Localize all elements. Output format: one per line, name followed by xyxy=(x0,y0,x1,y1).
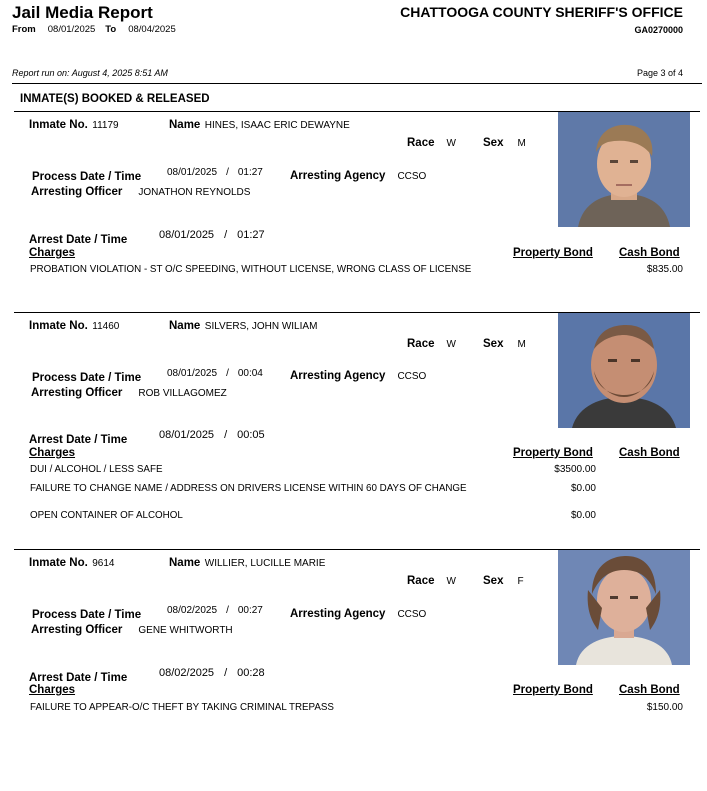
page-number: Page 3 of 4 xyxy=(636,68,683,78)
from-date: 08/01/2025 xyxy=(47,24,96,35)
agency-code: GA0270000 xyxy=(634,25,683,35)
arresting-agency: CCSO xyxy=(397,171,427,182)
process-time: 01:27 xyxy=(237,167,263,178)
race-label: Race xyxy=(407,338,435,350)
report-run-on: Report run on: August 4, 2025 8:51 AM xyxy=(12,68,168,78)
inmate-name: SILVERS, JOHN WILIAM xyxy=(204,321,318,332)
inmate-no-label: Inmate No. xyxy=(29,119,88,131)
arrest-date-label: Arrest Date / Time xyxy=(29,234,128,246)
section-title: INMATE(S) BOOKED & RELEASED xyxy=(20,93,210,105)
sex-label: Sex xyxy=(483,137,504,149)
arrest-date: 08/01/2025 xyxy=(159,229,215,241)
charge-text: DUI / ALCOHOL / LESS SAFE xyxy=(30,464,163,475)
charge-text: FAILURE TO APPEAR-O/C THEFT BY TAKING CRIMINAL TREPASS xyxy=(30,702,334,713)
property-bond-amount: $3500.00 xyxy=(554,464,596,475)
agency-name: CHATTOOGA COUNTY SHERIFF'S OFFICE xyxy=(400,4,683,20)
sex-label: Sex xyxy=(483,338,504,350)
arresting-officer: JONATHON REYNOLDS xyxy=(138,187,251,198)
mugshot-photo xyxy=(558,313,690,428)
charges-header: Charges xyxy=(29,447,76,459)
property-bond-header: Property Bond xyxy=(513,247,593,259)
arrest-date: 08/02/2025 xyxy=(159,667,215,679)
inmate-name: HINES, ISAAC ERIC DEWAYNE xyxy=(204,120,350,131)
charge-text: FAILURE TO CHANGE NAME / ADDRESS ON DRIVERS LICENSE WITHIN 60 DAYS OF CHANGE xyxy=(30,483,467,494)
mugshot-image xyxy=(558,550,690,665)
name-label: Name xyxy=(169,557,201,569)
inmate-no: 11179 xyxy=(92,120,119,131)
from-label: From xyxy=(12,24,36,35)
arrest-time: 00:05 xyxy=(237,429,265,441)
arresting-officer: GENE WHITWORTH xyxy=(138,625,233,636)
name-label: Name xyxy=(169,320,201,332)
charges-header: Charges xyxy=(29,684,76,696)
inmate-record: Inmate No. 11179 Name HINES, ISAAC ERIC DEWAYNE Race W Sex M Process Date / Time 08/01/2025 / 01:27 Arresting Agency CCSO Arresting Officer JONATHON REYNOLDS Arrest Date / Time 08/01/2025 / 01:27 Charges Property Bond Cash Bond PROBATION VIOLATION - ST O/C SPEEDING, WITHOUT LICENSE, WRONG CLASS OF LICENSE $835.00 xyxy=(0,112,707,312)
to-label: To xyxy=(105,24,117,35)
report-title: Jail Media Report xyxy=(12,3,153,22)
arrest-date-label: Arrest Date / Time xyxy=(29,434,128,446)
cash-bond-amount: $835.00 xyxy=(646,264,683,275)
cash-bond-amount: $150.00 xyxy=(646,702,683,713)
property-bond-amount: $0.00 xyxy=(570,510,596,521)
process-date: 08/01/2025 xyxy=(167,368,218,379)
mugshot-image xyxy=(558,313,690,428)
inmate-record: Inmate No. 11460 Name SILVERS, JOHN WILIAM Race W Sex M Process Date / Time 08/01/2025 / 00:04 Arresting Agency CCSO Arresting Officer ROB VILLAGOMEZ Arrest Date / Time 08/01/2025 / 00:05 Charges Property Bond Cash Bond DUI / ALCOHOL / LESS SAFE $3500.00 FAILURE TO CHANGE NAME / ADDRESS ON DRIVERS LICENSE WITHIN 60 DAYS OF CHANGE $0.00 OPEN CONTAINER OF ALCOHOL $0.00 xyxy=(0,313,707,549)
property-bond-amount: $0.00 xyxy=(570,483,596,494)
cash-bond-header: Cash Bond xyxy=(619,247,680,259)
date-range xyxy=(12,24,186,35)
arresting-agency-label: Arresting Agency xyxy=(290,608,386,620)
inmate-no-label: Inmate No. xyxy=(29,320,88,332)
arrest-time: 00:28 xyxy=(237,667,265,679)
arresting-agency-label: Arresting Agency xyxy=(290,370,386,382)
race-label: Race xyxy=(407,575,435,587)
inmate-no: 9614 xyxy=(92,558,115,569)
to-date: 08/04/2025 xyxy=(128,24,176,35)
arresting-agency-label: Arresting Agency xyxy=(290,170,386,182)
process-date-label: Process Date / Time xyxy=(32,171,142,183)
process-time: 00:27 xyxy=(237,605,263,616)
inmate-name: WILLIER, LUCILLE MARIE xyxy=(204,558,326,569)
race-value: W xyxy=(446,138,456,149)
charge-text: OPEN CONTAINER OF ALCOHOL xyxy=(30,510,183,521)
race-label: Race xyxy=(407,137,435,149)
sex-value: F xyxy=(517,576,524,587)
header-divider xyxy=(12,83,702,84)
inmate-no: 11460 xyxy=(92,321,120,332)
sex-value: M xyxy=(517,339,526,350)
arrest-time: 01:27 xyxy=(237,229,265,241)
sex-label: Sex xyxy=(483,575,504,587)
inmate-record: Inmate No. 9614 Name WILLIER, LUCILLE MARIE Race W Sex F Process Date / Time 08/02/2025 / 00:27 Arresting Agency CCSO Arresting Officer GENE WHITWORTH Arrest Date / Time 08/02/2025 / 00:28 Charges Property Bond Cash Bond FAILURE TO APPEAR-O/C THEFT BY TAKING CRIMINAL TREPASS $150.00 xyxy=(0,550,707,720)
arresting-agency: CCSO xyxy=(397,609,427,620)
arresting-officer-label: Arresting Officer xyxy=(31,387,123,399)
sex-value: M xyxy=(517,138,526,149)
cash-bond-header: Cash Bond xyxy=(619,684,680,696)
arresting-officer-label: Arresting Officer xyxy=(31,186,123,198)
mugshot-image xyxy=(558,112,690,227)
inmate-no-label: Inmate No. xyxy=(29,557,88,569)
process-date: 08/01/2025 xyxy=(167,167,218,178)
property-bond-header: Property Bond xyxy=(513,684,593,696)
arrest-date: 08/01/2025 xyxy=(159,429,215,441)
name-label: Name xyxy=(169,119,201,131)
cash-bond-header: Cash Bond xyxy=(619,447,680,459)
process-date-label: Process Date / Time xyxy=(32,609,142,621)
property-bond-header: Property Bond xyxy=(513,447,593,459)
race-value: W xyxy=(446,576,456,587)
charge-text: PROBATION VIOLATION - ST O/C SPEEDING, WITHOUT LICENSE, WRONG CLASS OF LICENSE xyxy=(30,264,472,275)
process-date-label: Process Date / Time xyxy=(32,372,142,384)
mugshot-photo xyxy=(558,550,690,665)
process-date: 08/02/2025 xyxy=(167,605,218,616)
arresting-officer-label: Arresting Officer xyxy=(31,624,123,636)
race-value: W xyxy=(446,339,456,350)
mugshot-photo xyxy=(558,112,690,227)
arresting-officer: ROB VILLAGOMEZ xyxy=(138,388,227,399)
charges-header: Charges xyxy=(29,247,76,259)
arrest-date-label: Arrest Date / Time xyxy=(29,672,128,684)
arresting-agency: CCSO xyxy=(397,371,427,382)
process-time: 00:04 xyxy=(237,368,263,379)
